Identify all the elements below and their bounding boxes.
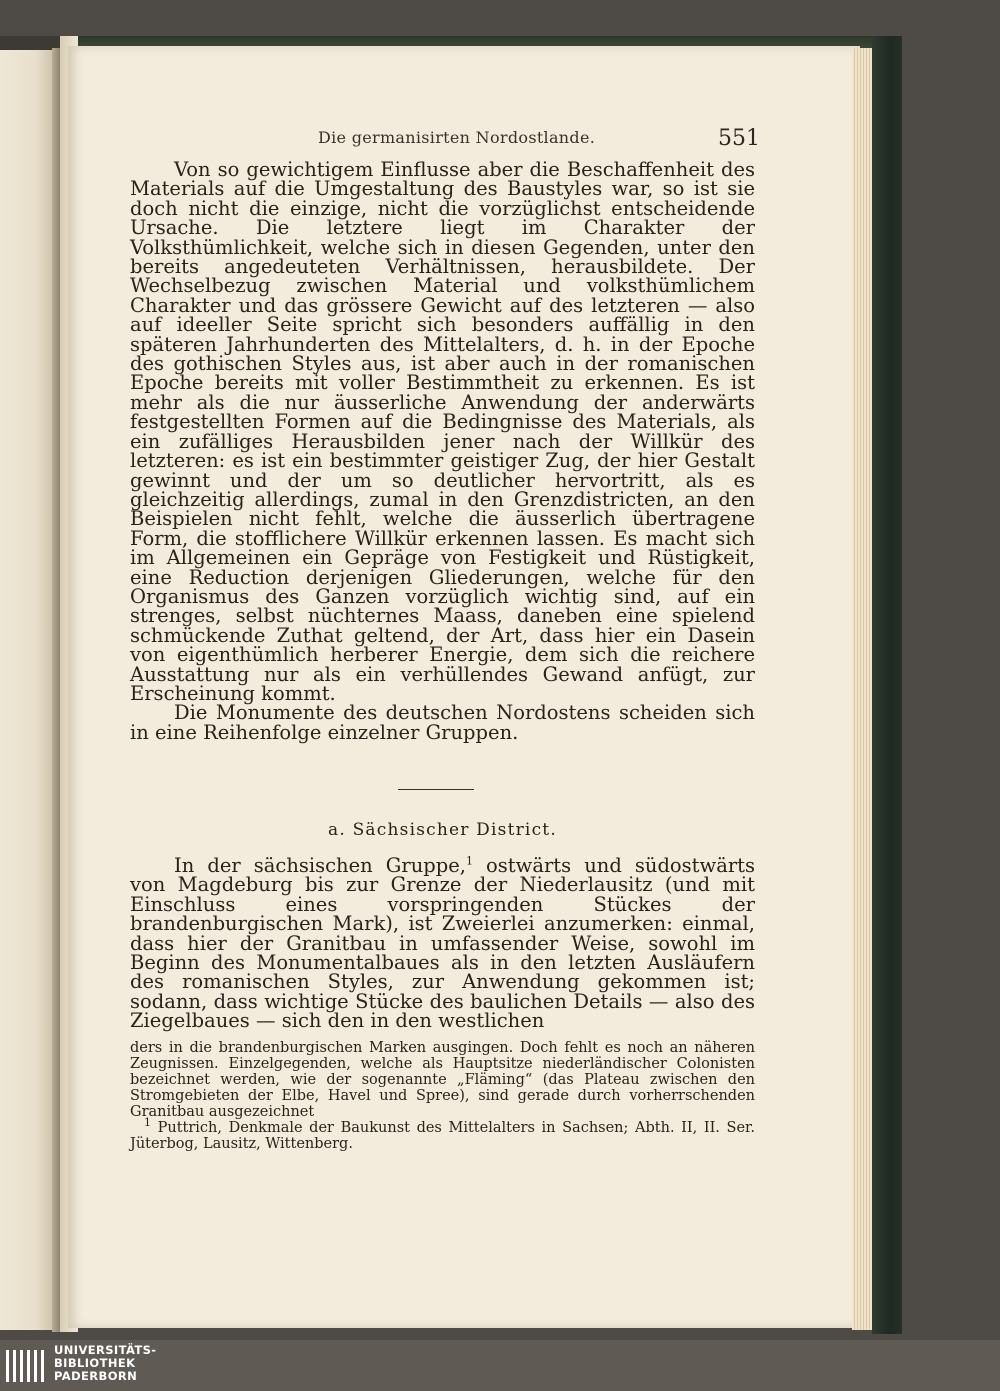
paragraph: Von so gewichtigem Einflusse aber die Beschaffenheit des Materials auf die Umgestaltung des Baustyles war, so ist sie doch nicht die einzige, nicht die vorzüglichst entscheidende Ursache. Die letztere liegt im Charakter der Volksthümlichkeit, welche sich in diesen Gegenden, unter den bereits angedeuteten Verhältnissen, herausbildete. Der Wechselbezug zwischen Material und volksthümlichem Charakter und das grössere Gewicht auf des letzteren — also auf ideeller Seite spricht sich besonders auffällig in den späteren Jahrhunderten des Mittelalters, d. h. in der Epoche des gothischen Styles aus, ist aber auch in der romanischen Epoche bereits mit voller Bestimmtheit zu erkennen. Es ist mehr als die nur äusserliche Anwendung der anderwärts festgestellten Formen auf die Bedingnisse des Materials, als ein zufälliges Herausbilden jener nach der Willkür des letzteren: es ist ein bestimmter geistiger Zug, der hier Gestalt gewinnt und der um so deutlicher hervortritt, als es gleichzeitig allerdings, zumal in den Grenzdistricten, an den Beispielen nicht fehlt, welche die äusserlich übertragene Form, die stofflichere Willkür erkennen lassen. Es macht sich im Allgemeinen ein Gepräge von Festigkeit und Rüstigkeit, eine Reduction derjenigen Gliederungen, welche für den Organismus des Ganzen vorzüglich wichtig sind, auf ein strenges, selbst nüchternes Maass, daneben eine spielend schmückende Zuthat geltend, der Art, dass hier ein Dasein von eigenthümlich herberer Energie, dem sich die reichere Ausstattung nur als ein verhüllendes Gewand anfügt, zur Erscheinung kommt. — [130, 158, 755, 705]
footnotes — [130, 1040, 755, 1152]
facing-page-edge — [0, 50, 52, 1330]
running-title: Die germanisirten Nordostlande. — [318, 128, 596, 147]
paragraph-rest: ostwärts und südostwärts von Magdeburg bis zur Grenze der Niederlausitz (und mit Einschluss eines vorspringenden Stückes der brandenburgischen Mark), ist Zweierlei anzumerken: einmal, dass hier der Granitbau in umfassender Weise, sowohl im Beginn des Monumentalbaues als in den letzten Ausläufern des romanischen Styles, zur Anwendung gekommen ist; sodann, dass wichtige Stücke des baulichen Details — also des Ziegelbaues — sich den in den westlichen — [130, 854, 755, 1033]
paragraph — [130, 856, 755, 1031]
book-cover-right — [872, 36, 902, 1334]
footnote-mark: 1 — [144, 1116, 151, 1130]
footnote-continuation: ders in die brandenburgischen Marken ausgingen. Doch fehlt es noch an näheren Zeugnissen. Einzelgegenden, welche als Hauptsitze niederländischer Colonisten bezeichnet werden, wie der sogenannte „Fläming“ (das Plateau zwischen den Stromgebieten der Elbe, Havel und Spree), sind gerade durch vorherrschenden Granitbau ausgezeichnet — [130, 1040, 755, 1120]
library-columns-icon — [4, 1344, 48, 1388]
paragraph: Die Monumente des deutschen Nordostens scheiden sich in eine Reihenfolge einzelner Gruppen. — [130, 701, 755, 744]
section-divider — [398, 789, 474, 790]
logo-line: UNIVERSITÄTS- — [54, 1343, 157, 1357]
footnote — [130, 1116, 755, 1152]
page-header — [130, 126, 760, 156]
gutter-shadow — [52, 48, 60, 1332]
footnote-text: Puttrich, Denkmale der Baukunst des Mittelalters in Sachsen; Abth. II, II. Ser. Jüterbog, Lausitz, Wittenberg. — [130, 1120, 755, 1152]
footnote-ref: 1 — [465, 854, 473, 868]
main-text — [130, 160, 755, 742]
section-heading: a. Sächsischer District. — [328, 820, 557, 840]
section-text — [130, 856, 755, 1031]
page-number: 551 — [718, 126, 760, 151]
paragraph-start: In der sächsischen Gruppe, — [174, 854, 466, 877]
library-logo-text — [54, 1344, 156, 1383]
logo-line: PADERBORN — [54, 1369, 138, 1383]
page-edges — [852, 48, 874, 1330]
logo-line: BIBLIOTHEK — [54, 1356, 136, 1370]
